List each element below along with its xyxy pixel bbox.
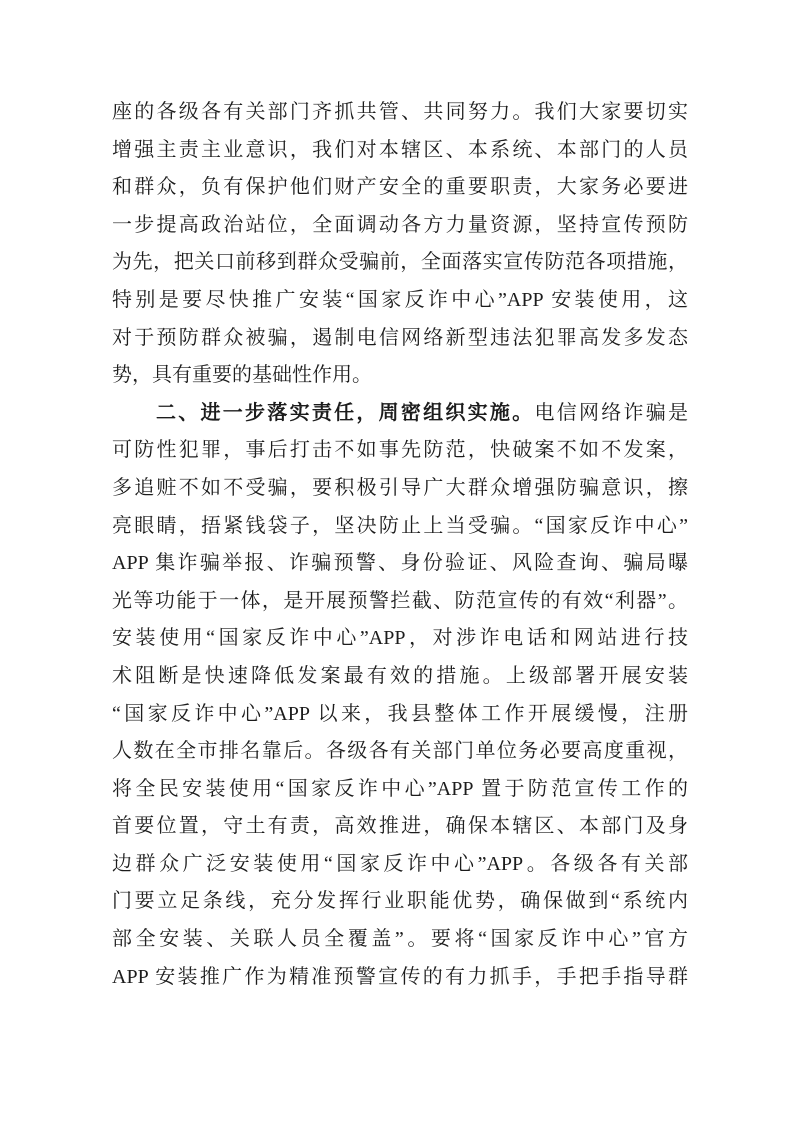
section-heading-line xyxy=(112,395,688,433)
paragraph-end-line: 势，具有重要的基础性作用。 xyxy=(112,364,372,387)
text-line: APP 安装推广作为精准预警宣传的有力抓手，手把手指导群 xyxy=(112,965,688,988)
text-line: 光等功能于一体，是开展预警拦截、防范宣传的有效“利器”。 xyxy=(112,589,688,612)
text-line: 增强主责主业意识，我们对本辖区、本系统、本部门的人员 xyxy=(112,138,688,161)
text-line: 特别是要尽快推广安装“国家反诈中心”APP 安装使用，这 xyxy=(112,288,688,311)
text-line: 门要立足条线，充分发挥行业职能优势，确保做到“系统内 xyxy=(112,890,688,913)
text-line: 对于预防群众被骗，遏制电信网络新型违法犯罪高发多发态 xyxy=(112,326,688,349)
text-line: APP 集诈骗举报、诈骗预警、身份验证、风险查询、骗局曝 xyxy=(112,552,688,575)
section-body-start: 电信网络诈骗是 xyxy=(534,401,688,424)
text-line: 人数在全市排名靠后。各级各有关部门单位务必要高度重视， xyxy=(112,740,688,763)
text-line: 将全民安装使用“国家反诈中心”APP 置于防范宣传工作的 xyxy=(112,777,688,800)
text-line: 为先，把关口前移到群众受骗前，全面落实宣传防范各项措施， xyxy=(112,251,688,274)
text-line: 部全安装、关联人员全覆盖”。要将“国家反诈中心”官方 xyxy=(112,928,688,951)
text-line: 座的各级各有关部门齐抓共管、共同努力。我们大家要切实 xyxy=(112,101,688,123)
text-line: 和群众，负有保护他们财产安全的重要职责，大家务必要进 xyxy=(112,176,688,199)
text-line: 首要位置，守土有责，高效推进，确保本辖区、本部门及身 xyxy=(112,815,688,838)
text-line: “国家反诈中心”APP 以来，我县整体工作开展缓慢，注册 xyxy=(112,702,688,725)
text-line: 亮眼睛，捂紧钱袋子，坚决防止上当受骗。“国家反诈中心” xyxy=(112,514,688,537)
text-line: 安装使用“国家反诈中心”APP，对涉诈电话和网站进行技 xyxy=(112,627,688,650)
section-heading-bold: 二、进一步落实责任，周密组织实施。 xyxy=(156,401,535,424)
text-line: 一步提高政治站位，全面调动各方力量资源，坚持宣传预防 xyxy=(112,213,688,236)
text-line: 可防性犯罪，事后打击不如事先防范，快破案不如不发案， xyxy=(112,439,688,462)
text-line: 多追赃不如不受骗，要积极引导广大群众增强防骗意识，擦 xyxy=(112,476,688,499)
text-line: 术阻断是快速降低发案最有效的措施。上级部署开展安装 xyxy=(112,664,688,687)
text-line: 边群众广泛安装使用“国家反诈中心”APP。各级各有关部 xyxy=(112,852,688,875)
